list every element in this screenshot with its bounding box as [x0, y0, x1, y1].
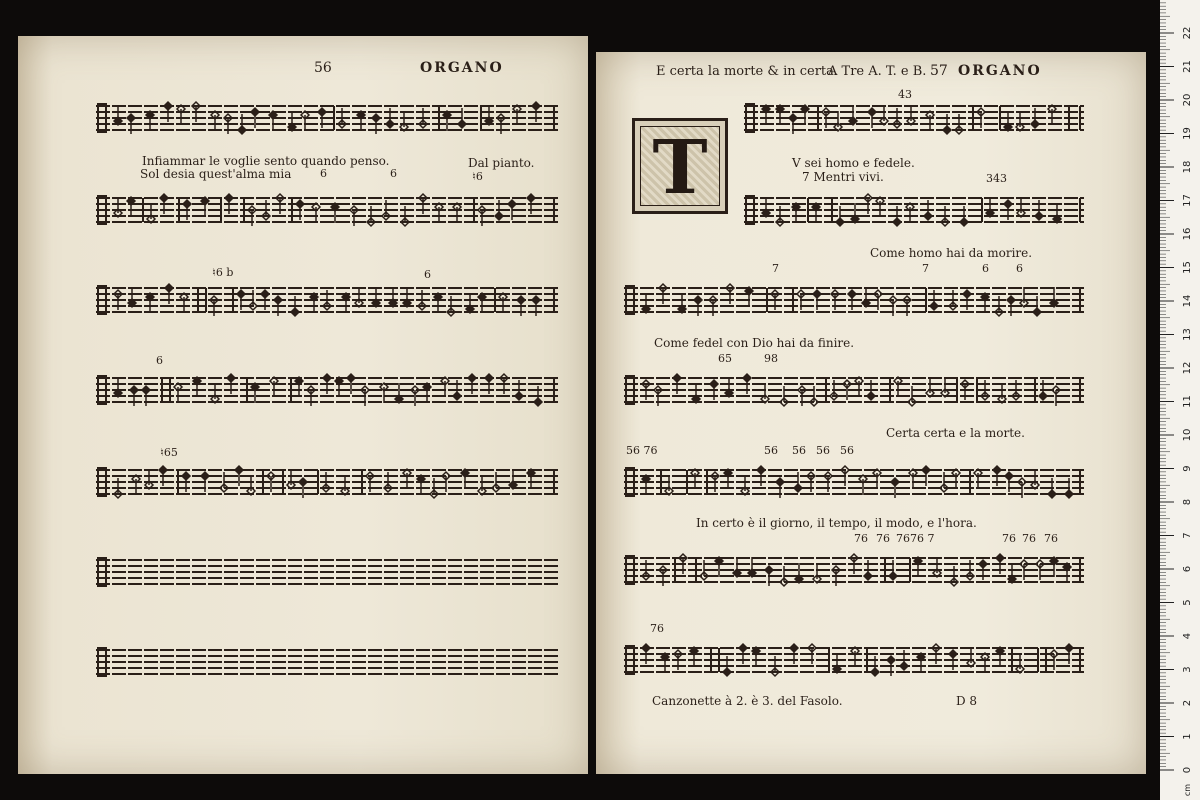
ruler-label: 7: [1182, 532, 1193, 539]
music-staff: [624, 640, 1084, 690]
figured-bass: 76: [650, 622, 664, 635]
figured-bass: 98: [764, 352, 778, 365]
figured-bass: 7: [922, 262, 929, 275]
figured-bass: 6: [320, 167, 327, 180]
music-staff: [96, 462, 558, 512]
right-page-title: ORGANO: [958, 63, 1042, 79]
lyric-line: In certo è il giorno, il tempo, il modo, e l'hora.: [696, 516, 977, 530]
voices-label: A Tre A. T. e B.: [828, 64, 927, 79]
music-staff: [624, 370, 1084, 420]
ruler-label: 22: [1182, 26, 1193, 40]
ruler-label: 5: [1182, 599, 1193, 606]
signature-mark: D 8: [956, 694, 978, 708]
lyric-line: Come fedel con Dio hai da finire.: [654, 336, 855, 350]
figured-bass: 65: [718, 352, 732, 365]
music-staff: [96, 370, 558, 420]
figured-bass: 76: [1044, 532, 1058, 545]
ruler-label: 10: [1182, 428, 1193, 442]
decorated-initial: [632, 118, 728, 214]
ruler-label: 6: [1182, 565, 1193, 573]
figured-bass: 56: [792, 444, 806, 457]
music-staff: [624, 550, 1084, 600]
ruler-label: 1: [1182, 733, 1193, 740]
measuring-ruler: [1160, 0, 1200, 800]
figured-bass: 43: [898, 88, 912, 101]
figured-bass: ♮65: [160, 446, 178, 459]
ruler-label: 13: [1182, 328, 1193, 341]
ruler-label: 0: [1182, 766, 1193, 774]
figured-bass: 56: [840, 444, 854, 457]
music-staff: [624, 462, 1084, 512]
ruler-label: 2: [1182, 699, 1193, 707]
ruler-ticks: [1160, 0, 1200, 800]
lyric-line: Canzonette à 2. è 3. del Fasolo.: [652, 694, 843, 708]
figured-bass: 6: [1016, 262, 1023, 275]
ruler-unit: cm: [1183, 783, 1192, 797]
initial-letter: T: [652, 125, 708, 211]
figured-bass: 56: [816, 444, 830, 457]
music-staff: [624, 280, 1084, 330]
left-page-number: 56: [314, 60, 332, 76]
lyric-line: Come homo hai da morire.: [870, 246, 1033, 260]
ruler-label: 3: [1182, 666, 1193, 673]
ruler-label: 19: [1182, 127, 1193, 140]
ruler-label: 16: [1182, 227, 1193, 241]
figured-bass: 6: [390, 167, 397, 180]
ruler-label: 21: [1182, 60, 1193, 73]
figured-bass: 56 76: [626, 444, 658, 457]
ruler-label: 4: [1182, 632, 1193, 640]
music-staff: [96, 98, 558, 148]
lyric-line: Dal pianto.: [468, 156, 535, 170]
figured-bass: 6: [156, 354, 163, 367]
lyric-line: Sol desia quest'alma mia: [140, 167, 292, 181]
figured-bass: 56: [764, 444, 778, 457]
figured-bass: 76: [1022, 532, 1036, 545]
left-page: [18, 36, 588, 774]
figured-bass: ♮6 b: [212, 266, 234, 279]
right-page-number: 57: [930, 63, 948, 79]
figured-bass: 6: [424, 268, 431, 281]
music-staff: [744, 98, 1084, 148]
ruler-label: 12: [1182, 361, 1193, 375]
figured-bass: 7: [772, 262, 779, 275]
figured-bass: 76: [1002, 532, 1016, 545]
ruler-label: 14: [1182, 294, 1193, 308]
lyric-line: 7 Mentri vivi.: [802, 170, 884, 184]
lyric-line: V sei homo e fedele.: [792, 156, 915, 170]
ruler-label: 15: [1182, 261, 1193, 274]
figured-bass: 7676 7: [896, 532, 935, 545]
figured-bass: 76: [876, 532, 890, 545]
empty-staff: [96, 552, 558, 602]
lyric-line: Infiammar le voglie sento quando penso.: [142, 154, 390, 168]
ruler-label: 20: [1182, 93, 1193, 107]
ruler-label: 9: [1182, 465, 1193, 472]
right-page: [596, 52, 1146, 774]
ruler-label: 8: [1182, 498, 1193, 506]
empty-staff: [96, 642, 558, 692]
figured-bass: 6: [982, 262, 989, 275]
music-staff: [96, 190, 558, 240]
left-page-title: ORGANO: [420, 60, 504, 76]
music-staff: [96, 280, 558, 330]
figured-bass: ♮6: [472, 170, 483, 183]
lyric-line: Certa certa e la morte.: [886, 426, 1025, 440]
ruler-label: 18: [1182, 160, 1193, 174]
music-staff: [744, 190, 1084, 240]
right-page-heading: E certa la morte & in certa.: [656, 64, 839, 79]
figured-bass: 343: [986, 172, 1007, 185]
ruler-label: 11: [1182, 395, 1193, 408]
figured-bass: 76: [854, 532, 868, 545]
ruler-label: 17: [1182, 194, 1193, 207]
